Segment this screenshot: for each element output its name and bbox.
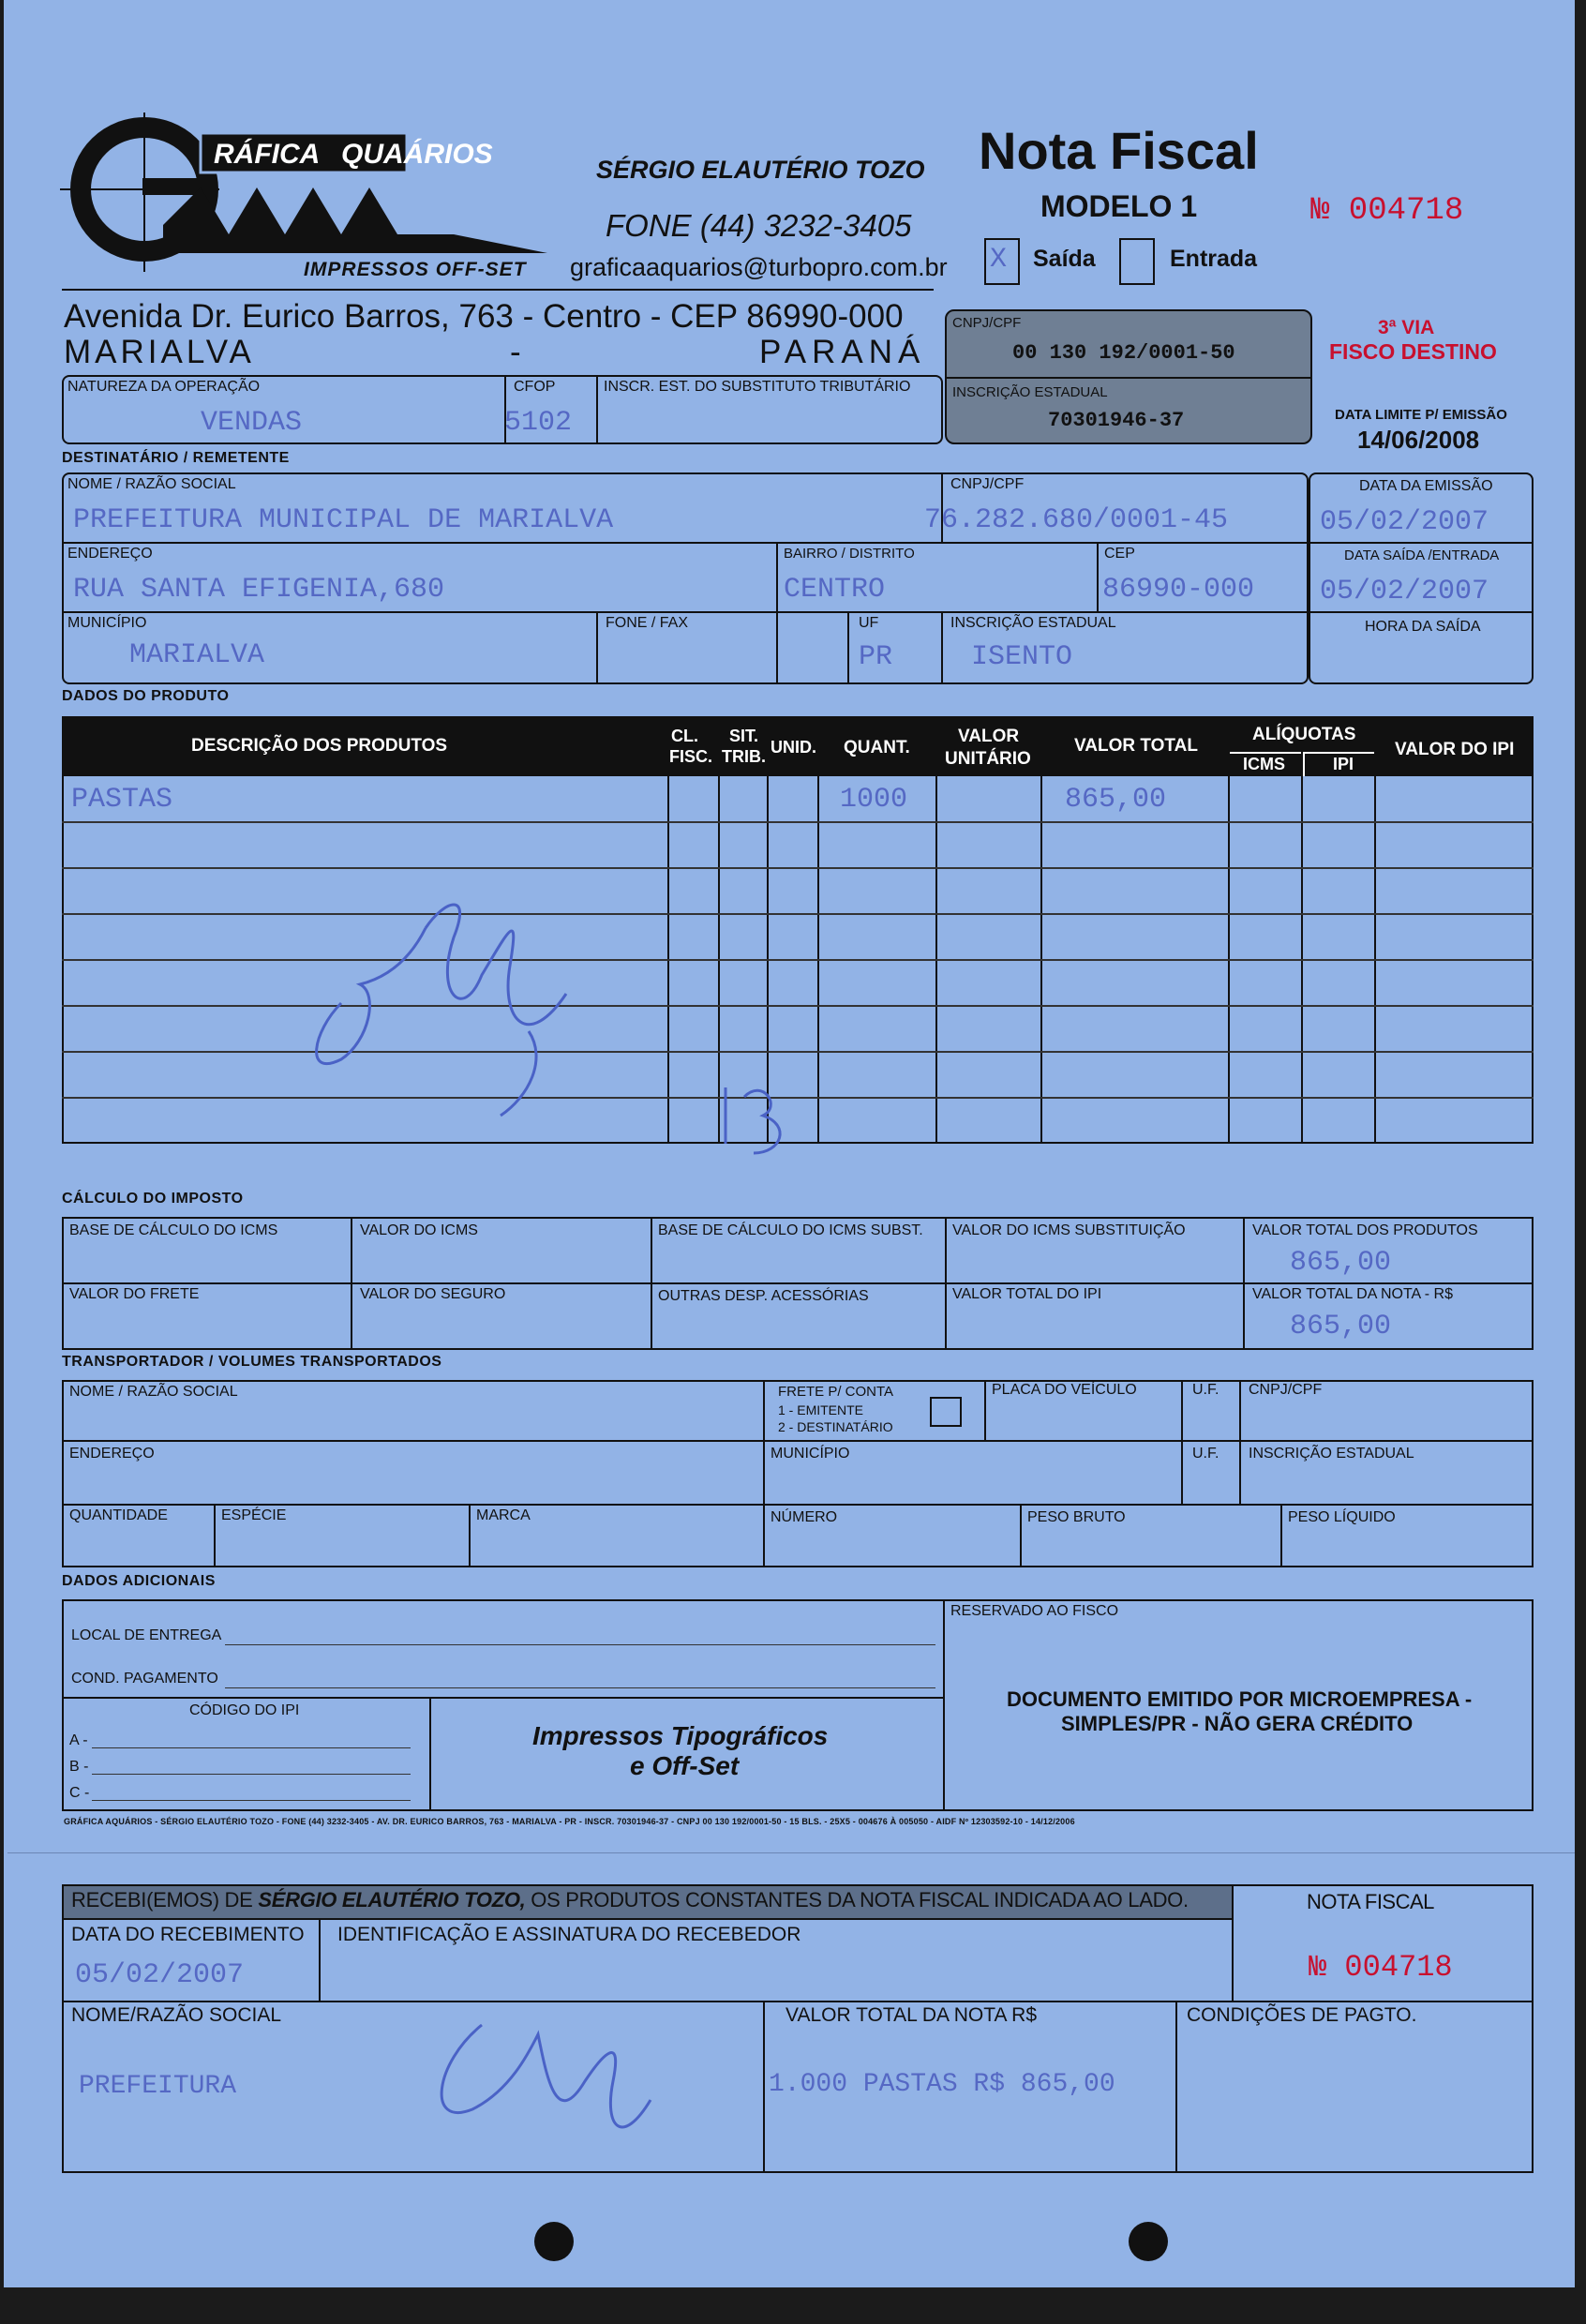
- company-city: MARIALVA: [64, 334, 255, 370]
- recipient-section-title: DESTINATÁRIO / REMETENTE: [62, 450, 290, 466]
- document-model: MODELO 1: [1040, 189, 1198, 223]
- transport-ie-label: INSCRIÇÃO ESTADUAL: [1249, 1446, 1414, 1462]
- frete-conta-1: FRETE P/ CONTA: [778, 1384, 894, 1400]
- receipt-div-data: [319, 1918, 321, 2001]
- col-unid: UNID.: [771, 738, 816, 757]
- product-total: 865,00: [1065, 784, 1167, 816]
- transport-div-5: [214, 1504, 216, 1567]
- frete-conta-2: 1 - EMITENTE: [778, 1402, 864, 1417]
- transport-div-4: [1239, 1380, 1241, 1504]
- colline-7: [1228, 716, 1230, 1144]
- natureza-label: NATUREZA DA OPERAÇÃO: [67, 379, 261, 395]
- valor-icms-label: VALOR DO ICMS: [360, 1222, 478, 1238]
- tax-row-line: [62, 1282, 1534, 1284]
- colline-5: [935, 716, 937, 1144]
- recipient-municipio: MARIALVA: [129, 639, 265, 671]
- transport-uf-label: U.F.: [1192, 1382, 1219, 1398]
- transport-div-2: [984, 1380, 986, 1440]
- pagamento-line: [225, 1687, 935, 1688]
- recipient-cep: 86990-000: [1102, 574, 1255, 606]
- product-quant: 1000: [840, 784, 908, 816]
- receipt-text: [71, 1888, 1189, 1912]
- transport-municipio-label: MUNICÍPIO: [771, 1446, 850, 1462]
- additional-div-impressos: [429, 1697, 431, 1811]
- product-desc: PASTAS: [71, 784, 173, 816]
- recipient-row-1: [62, 542, 1309, 544]
- total-nota-label: VALOR TOTAL DA NOTA - R$: [1252, 1286, 1453, 1302]
- recipient-address-label: ENDEREÇO: [67, 546, 153, 562]
- total-produtos: 865,00: [1290, 1247, 1392, 1279]
- dates-row-2: [1309, 611, 1534, 613]
- issuer-ie-label: INSCRIÇÃO ESTADUAL: [952, 384, 1108, 400]
- data-saida-label: DATA SAÍDA /ENTRADA: [1344, 547, 1500, 563]
- codigo-ipi-label: CÓDIGO DO IPI: [189, 1702, 300, 1718]
- recipient-cnpj: 76.282.680/0001-45: [924, 504, 1229, 536]
- recipient-cnpj-label: CNPJ/CPF: [950, 476, 1025, 492]
- col-quant: QUANT.: [844, 738, 910, 757]
- printer-footer: GRÁFICA AQUÁRIOS - SÉRGIO ELAUTÉRIO TOZO - FONE (44) 3232-3405 - AV. DR. EURICO BARROS, 763 - MARIALVA - PR - INSCR. 70301946-37 - CNPJ 00 130 192/0001-50 - 15 BLS. - 25X5 - 004676 À 005050 - AIDF Nº 12303592-10 - 14/12/2006: [64, 1817, 1075, 1826]
- receipt-banner-line: [62, 1918, 1232, 1920]
- transport-uf2-label: U.F.: [1192, 1446, 1219, 1462]
- outras-label: OUTRAS DESP. ACESSÓRIAS: [658, 1288, 869, 1304]
- data-saida: 05/02/2007: [1320, 576, 1489, 607]
- issuer-cnpj: 00 130 192/0001-50: [1012, 341, 1235, 365]
- handwritten-signature: [285, 834, 866, 1191]
- col-sittrib-2: TRIB.: [722, 747, 766, 766]
- impressos-line-2: e Off-Set: [630, 1751, 740, 1780]
- reservado-fisco-label: RESERVADO AO FISCO: [950, 1603, 1119, 1619]
- recipient-div-fone: [596, 611, 598, 684]
- codigo-b-line: [92, 1774, 411, 1775]
- receipt-div-nota: [1232, 1884, 1234, 2001]
- rowline-1: [62, 821, 1534, 823]
- saida-mark: X: [990, 244, 1008, 276]
- issuer-ie: 70301946-37: [1048, 409, 1185, 432]
- recipient-bairro-label: BAIRRO / DISTRITO: [784, 546, 915, 562]
- transport-section-title: TRANSPORTADOR / VOLUMES TRANSPORTADOS: [62, 1354, 442, 1370]
- base-subst-label: BASE DE CÁLCULO DO ICMS SUBST.: [658, 1222, 923, 1238]
- receipt-text-suffix: OS PRODUTOS CONSTANTES DA NOTA FISCAL INDICADA AO LADO.: [525, 1888, 1189, 1912]
- frete-conta-checkbox[interactable]: [930, 1397, 962, 1427]
- company-address: Avenida Dr. Eurico Barros, 763 - Centro - CEP 86990-000: [64, 298, 904, 335]
- recipient-name: PREFEITURA MUNICIPAL DE MARIALVA: [73, 504, 614, 536]
- codigo-a: A -: [69, 1732, 88, 1748]
- entrada-label: Entrada: [1170, 246, 1258, 272]
- peso-bruto-label: PESO BRUTO: [1027, 1509, 1126, 1525]
- via-number: 3ª VIA: [1378, 317, 1435, 338]
- impressos-line-1: Impressos Tipográficos: [532, 1721, 829, 1750]
- company-tagline: IMPRESSOS OFF-SET: [304, 259, 527, 280]
- placa-label: PLACA DO VEÍCULO: [992, 1382, 1137, 1398]
- tax-div-2: [651, 1217, 652, 1350]
- recipient-address: RUA SANTA EFIGENIA,680: [73, 574, 445, 606]
- transport-div-6: [469, 1504, 471, 1567]
- codigo-b: B -: [69, 1759, 89, 1775]
- receipt-row-line: [62, 2001, 1534, 2002]
- tax-div-3: [945, 1217, 947, 1350]
- via-destination: FISCO DESTINO: [1329, 339, 1497, 364]
- total-nota: 865,00: [1290, 1311, 1392, 1342]
- recipient-ie: ISENTO: [971, 641, 1073, 673]
- total-ipi-label: VALOR TOTAL DO IPI: [952, 1286, 1102, 1302]
- valor-subst-label: VALOR DO ICMS SUBSTITUIÇÃO: [952, 1222, 1186, 1238]
- recipient-municipio-label: MUNICÍPIO: [67, 615, 147, 631]
- seguro-label: VALOR DO SEGURO: [360, 1286, 506, 1302]
- receipt-number: № 004718: [1309, 1950, 1453, 1985]
- recipient-bairro: CENTRO: [784, 574, 886, 606]
- owner-name: SÉRGIO ELAUTÉRIO TOZO: [596, 156, 925, 184]
- transport-div-1: [763, 1380, 765, 1567]
- receipt-valor-label: VALOR TOTAL DA NOTA R$: [786, 2004, 1038, 2026]
- recipient-div-bairro: [776, 542, 778, 684]
- transport-endereco-label: ENDEREÇO: [69, 1446, 155, 1462]
- frete-conta-3: 2 - DESTINATÁRIO: [778, 1419, 893, 1434]
- receipt-nota-label: NOTA FISCAL: [1307, 1890, 1434, 1913]
- grafica-aquarios-logo: [60, 112, 566, 272]
- recipient-uf: PR: [859, 641, 893, 673]
- recipient-div-uf: [847, 611, 849, 684]
- tax-div-1: [351, 1217, 352, 1350]
- col-ipi: IPI: [1333, 755, 1354, 773]
- saida-label: Saída: [1033, 246, 1096, 272]
- company-phone: FONE (44) 3232-3405: [606, 208, 912, 243]
- transport-row-1: [62, 1440, 1534, 1442]
- receipt-div-cond: [1175, 2001, 1177, 2173]
- quantidade-label: QUANTIDADE: [69, 1507, 168, 1523]
- document-number: № 004718: [1310, 193, 1464, 229]
- col-vipi: VALOR DO IPI: [1395, 740, 1515, 759]
- transport-div-7: [1020, 1504, 1022, 1567]
- logo-text-left: RÁFICA: [214, 139, 321, 170]
- codigo-c-line: [92, 1800, 411, 1801]
- col-aliquotas: ALÍQUOTAS: [1252, 725, 1356, 744]
- additional-div-fisco: [943, 1599, 945, 1811]
- dates-row-1: [1309, 542, 1534, 544]
- col-vtotal: VALOR TOTAL: [1074, 736, 1198, 756]
- issuer-tax-divider: [945, 377, 1312, 379]
- recipient-fone-label: FONE / FAX: [606, 615, 689, 631]
- marca-label: MARCA: [476, 1507, 531, 1523]
- recipient-div-cep: [1097, 542, 1099, 611]
- numero-label: NÚMERO: [771, 1509, 838, 1525]
- col-vunit-1: VALOR: [958, 727, 1020, 746]
- perforation-line: [7, 1852, 1575, 1853]
- entrada-checkbox[interactable]: [1119, 238, 1155, 285]
- col-sittrib-1: SIT.: [729, 727, 759, 745]
- transport-row-2: [62, 1504, 1534, 1506]
- substituto-label: INSCR. EST. DO SUBSTITUTO TRIBUTÁRIO: [604, 379, 911, 395]
- receipt-ident-label: IDENTIFICAÇÃO E ASSINATURA DO RECEBEDOR: [337, 1924, 801, 1945]
- operation-divider-2: [596, 375, 598, 444]
- col-clfisc-1: CL.: [671, 727, 698, 745]
- cfop-label: CFOP: [514, 379, 556, 395]
- receipt-valor: 1.000 PASTAS R$ 865,00: [769, 2070, 1115, 2099]
- colline-9: [1374, 716, 1376, 1144]
- transport-div-8: [1280, 1504, 1282, 1567]
- data-limite-label: DATA LIMITE P/ EMISSÃO: [1335, 407, 1507, 423]
- col-icms: ICMS: [1243, 755, 1285, 773]
- issuer-cnpj-label: CNPJ/CPF: [952, 315, 1022, 331]
- local-entrega-label: LOCAL DE ENTREGA: [71, 1627, 222, 1643]
- codigo-c: C -: [69, 1785, 90, 1801]
- receipt-text-name: SÉRGIO ELAUTÉRIO TOZO,: [258, 1888, 526, 1912]
- colline-8: [1301, 752, 1303, 1144]
- microempresa-line-2: SIMPLES/PR - NÃO GERA CRÉDITO: [1061, 1712, 1414, 1735]
- colline-6: [1040, 716, 1042, 1144]
- company-state: PARANÁ: [759, 334, 926, 370]
- frete-label: VALOR DO FRETE: [69, 1286, 200, 1302]
- recipient-ie-label: INSCRIÇÃO ESTADUAL: [950, 615, 1116, 631]
- header-divider: [62, 289, 934, 291]
- pagamento-label: COND. PAGAMENTO: [71, 1671, 218, 1687]
- peso-liquido-label: PESO LÍQUIDO: [1288, 1509, 1396, 1525]
- binder-hole-right: [1129, 2222, 1168, 2261]
- receipt-nome-label: NOME/RAZÃO SOCIAL: [71, 2004, 282, 2026]
- data-emissao: 05/02/2007: [1320, 506, 1489, 538]
- recipient-cep-label: CEP: [1104, 546, 1135, 562]
- data-emissao-label: DATA DA EMISSÃO: [1359, 478, 1493, 494]
- total-produtos-label: VALOR TOTAL DOS PRODUTOS: [1252, 1222, 1478, 1238]
- receipt-div-valor: [763, 2001, 765, 2173]
- additional-div-codigo: [62, 1697, 943, 1699]
- especie-label: ESPÉCIE: [221, 1507, 287, 1523]
- natureza-value: VENDAS: [201, 407, 303, 439]
- receipt-text-prefix: RECEBI(EMOS) DE: [71, 1888, 259, 1912]
- col-descricao: DESCRIÇÃO DOS PRODUTOS: [191, 736, 448, 756]
- logo-text-right: QUAÁRIOS: [341, 139, 493, 170]
- receipt-data: 05/02/2007: [75, 1959, 245, 1991]
- receipt-nome: PREFEITURA: [79, 2072, 237, 2101]
- col-clfisc-2: FISC.: [669, 747, 713, 766]
- recipient-name-label: NOME / RAZÃO SOCIAL: [67, 476, 236, 492]
- local-entrega-line: [225, 1644, 935, 1645]
- receipt-condicoes-label: CONDIÇÕES DE PAGTO.: [1187, 2004, 1417, 2026]
- transport-cnpj-label: CNPJ/CPF: [1249, 1382, 1323, 1398]
- invoice-sheet: [4, 0, 1575, 2287]
- transport-div-3: [1181, 1380, 1183, 1504]
- microempresa-line-1: DOCUMENTO EMITIDO POR MICROEMPRESA -: [1007, 1687, 1473, 1711]
- transport-name-label: NOME / RAZÃO SOCIAL: [69, 1384, 238, 1400]
- base-icms-label: BASE DE CÁLCULO DO ICMS: [69, 1222, 278, 1238]
- company-email: graficaaquarios@turbopro.com.br: [570, 253, 948, 281]
- recipient-uf-label: UF: [859, 615, 879, 631]
- tax-div-4: [1243, 1217, 1245, 1350]
- additional-section-title: DADOS ADICIONAIS: [62, 1573, 216, 1589]
- receipt-data-label: DATA DO RECEBIMENTO: [71, 1924, 305, 1945]
- tax-section-title: CÁLCULO DO IMPOSTO: [62, 1191, 244, 1207]
- hora-saida-label: HORA DA SAÍDA: [1365, 619, 1481, 635]
- recipient-row-2: [62, 611, 1309, 613]
- cfop-value: 5102: [504, 407, 573, 439]
- recipient-div-ie: [941, 611, 943, 684]
- products-section-title: DADOS DO PRODUTO: [62, 688, 230, 704]
- document-title: Nota Fiscal: [979, 121, 1259, 180]
- receipt-signature: [397, 1997, 697, 2156]
- colline-8-head: [1303, 752, 1305, 776]
- city-state-dash: -: [510, 334, 521, 370]
- data-limite-value: 14/06/2008: [1357, 426, 1480, 454]
- codigo-a-line: [92, 1747, 411, 1748]
- col-vunit-2: UNITÁRIO: [945, 749, 1031, 769]
- binder-hole-left: [534, 2222, 574, 2261]
